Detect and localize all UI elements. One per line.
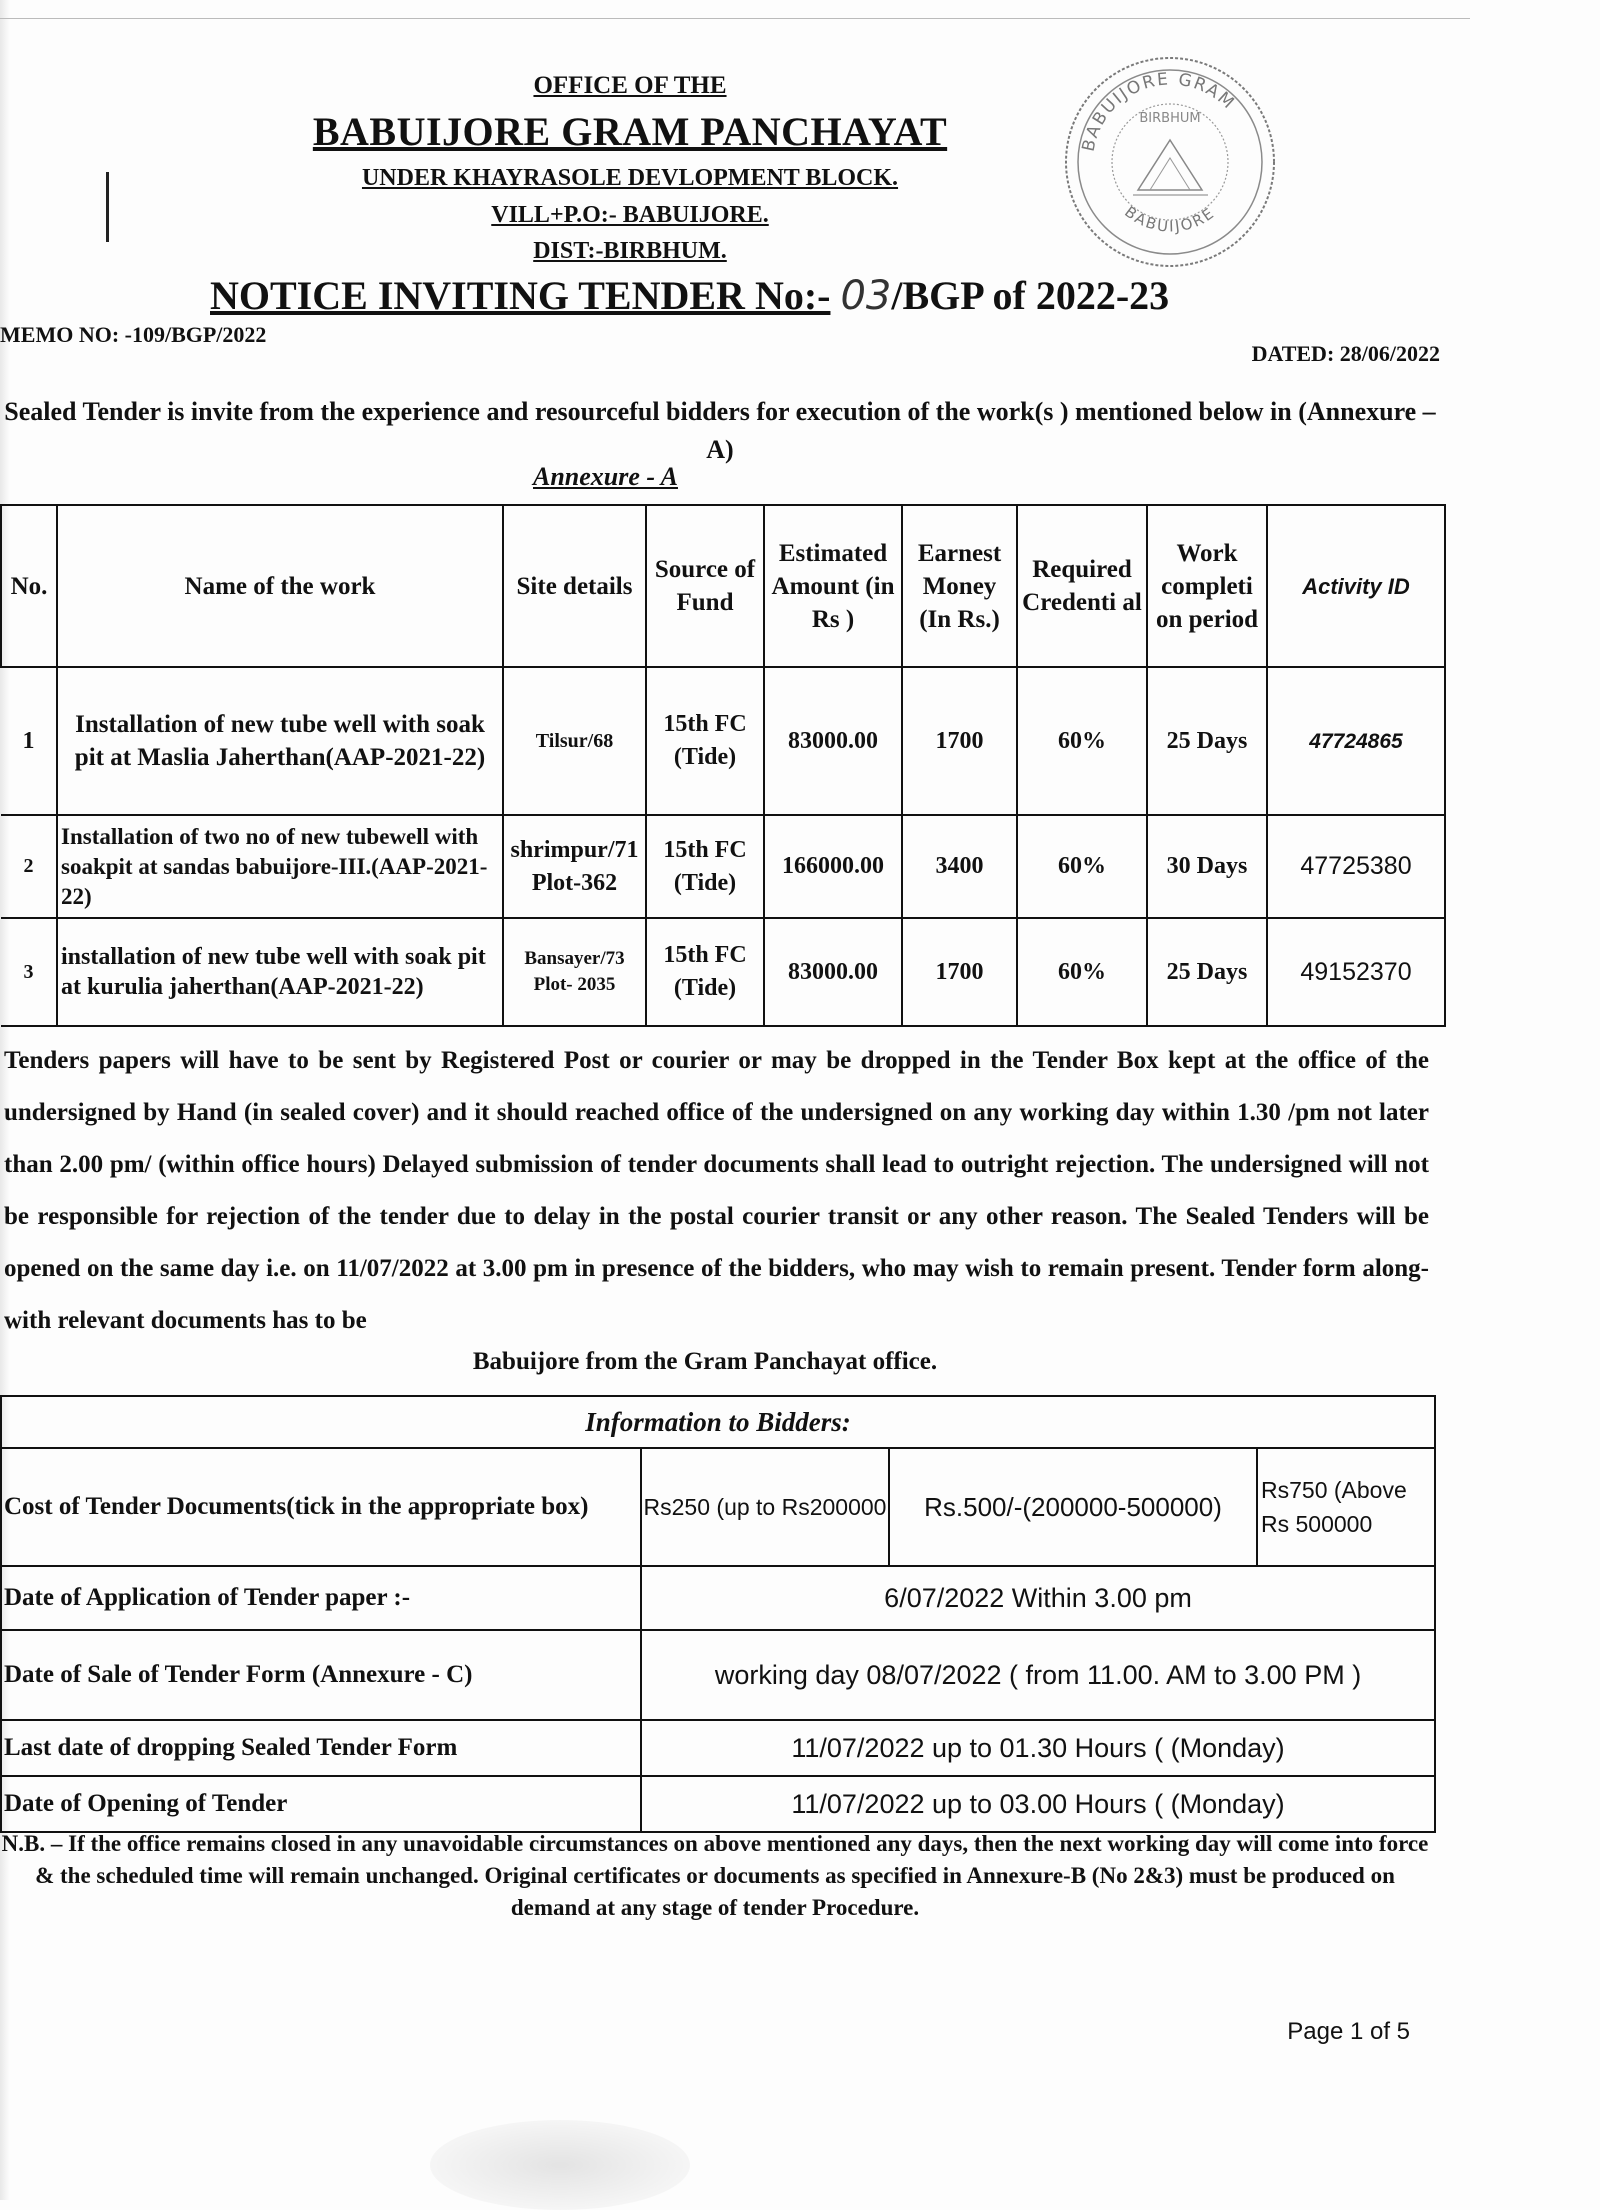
- row-period: 30 Days: [1147, 815, 1267, 918]
- col-period: Work completi on period: [1147, 505, 1267, 667]
- col-activity: Activity ID: [1267, 505, 1445, 667]
- row-earnest: 3400: [902, 815, 1017, 918]
- nit-title: [210, 272, 1310, 319]
- row-amount: 166000.00: [764, 815, 902, 918]
- info-title-row: [1, 1396, 1435, 1448]
- cost-option-3[interactable]: Rs750 (Above Rs 500000: [1257, 1448, 1435, 1566]
- col-no: No.: [1, 505, 57, 667]
- seal-text-bottom: BABUIJORE: [1121, 202, 1219, 236]
- instructions-text: Tenders papers will have to be sent by Registered Post or courier or may be dropped in the Tender Box kept at the office of the undersigned by Hand (in sealed cover) and it should reached office of the undersigned on any working day within 1.30 /pm not later than 2.00 pm/ (within office hours) Delayed submission of tender documents shall lead to outright rejection. The undersigned will not be responsible for rejection of the tender due to delay in the postal courier transit or any other reason. The Sealed Tenders will be opened on the same day i.e. on 11/07/2022 at 3.00 pm in presence of the bidders, who may wish to remain present. Tender form along-with relevant documents has to be: [4, 1047, 1429, 1334]
- table-row: [1, 815, 1445, 918]
- scan-top-edge: [0, 18, 1470, 19]
- scan-smudge: [430, 2120, 690, 2210]
- row-amount: 83000.00: [764, 667, 902, 815]
- col-fund: Source of Fund: [646, 505, 764, 667]
- works-header-row: [1, 505, 1445, 667]
- row-period: 25 Days: [1147, 918, 1267, 1026]
- row-activity: 47725380: [1267, 815, 1445, 918]
- nb-note: N.B. – If the office remains closed in any unavoidable circumstances on above mentioned any days, then the next working day will come into force & the scheduled time will remain unchanged. Original certificates or documents as specified in Annexure-B (No 2&3) must be produced on demand at any stage of tender Procedure.: [1, 1831, 1429, 1920]
- info-label: Date of Application of Tender paper :-: [1, 1566, 641, 1630]
- row-fund: 15th FC (Tide): [646, 667, 764, 815]
- cost-option-2[interactable]: Rs.500/-(200000-500000): [889, 1448, 1257, 1566]
- col-earnest: Earnest Money (In Rs.): [902, 505, 1017, 667]
- block-line: UNDER KHAYRASOLE DEVLOPMENT BLOCK.: [361, 165, 899, 191]
- table-row: [1, 918, 1445, 1026]
- row-fund: 15th FC (Tide): [646, 815, 764, 918]
- info-row: [1, 1720, 1435, 1776]
- row-name: installation of new tube well with soak pit at kurulia jaherthan(AAP-2021-22): [57, 918, 503, 1026]
- instructions-last-line: Babuijore from the Gram Panchayat office.: [472, 1348, 938, 1375]
- info-value: 11/07/2022 up to 01.30 Hours ( (Monday): [641, 1720, 1435, 1776]
- memo-number: MEMO NO: -109/BGP/2022: [0, 322, 267, 347]
- page-number: Page 1 of 5: [1287, 2018, 1410, 2045]
- row-credential: 60%: [1017, 667, 1147, 815]
- row-period: 25 Days: [1147, 667, 1267, 815]
- seal-text-top: BABUIJORE GRAM: [1078, 69, 1240, 154]
- info-row: [1, 1566, 1435, 1630]
- col-site: Site details: [503, 505, 646, 667]
- works-table: [0, 504, 1446, 1027]
- col-amount: Estimated Amount (in Rs ): [764, 505, 902, 667]
- row-name: Installation of new tube well with soak pit at Maslia Jaherthan(AAP-2021-22): [57, 667, 503, 815]
- row-site: Tilsur/68: [503, 667, 646, 815]
- cost-option-1[interactable]: Rs250 (up to Rs200000: [641, 1448, 889, 1566]
- row-credential: 60%: [1017, 815, 1147, 918]
- row-fund: 15th FC (Tide): [646, 918, 764, 1026]
- info-row: [1, 1776, 1435, 1832]
- seal-text-mid: BIRBHUM: [1139, 111, 1201, 126]
- row-name: Installation of two no of new tubewell with soakpit at sandas babuijore-III.(AAP-2021-22): [57, 815, 503, 918]
- col-credential: Required Credenti al: [1017, 505, 1147, 667]
- cost-label: Cost of Tender Documents(tick in the appropriate box): [1, 1448, 641, 1566]
- info-row: [1, 1630, 1435, 1720]
- info-value: working day 08/07/2022 ( from 11.00. AM to 3.00 PM ): [641, 1630, 1435, 1720]
- nit-number: 03: [840, 273, 892, 319]
- cost-row: [1, 1448, 1435, 1566]
- annexure-title: Annexure - A: [533, 462, 678, 491]
- col-name: Name of the work: [57, 505, 503, 667]
- info-value: 6/07/2022 Within 3.00 pm: [641, 1566, 1435, 1630]
- row-no: 2: [1, 815, 57, 918]
- info-to-bidders-table: [0, 1395, 1436, 1833]
- row-earnest: 1700: [902, 918, 1017, 1026]
- row-no: 3: [1, 918, 57, 1026]
- info-value: 11/07/2022 up to 03.00 Hours ( (Monday): [641, 1776, 1435, 1832]
- info-label: Date of Sale of Tender Form (Annexure - C): [1, 1630, 641, 1720]
- info-label: Date of Opening of Tender: [1, 1776, 641, 1832]
- row-activity: 49152370: [1267, 918, 1445, 1026]
- table-row: [1, 667, 1445, 815]
- village-line: VILL+P.O:- BABUIJORE.: [491, 202, 769, 228]
- info-title: Information to Bidders:: [1, 1396, 1435, 1448]
- nit-prefix: NOTICE INVITING TENDER No:-: [210, 273, 831, 318]
- nit-suffix: /BGP of 2022-23: [891, 273, 1170, 318]
- office-of-label: OFFICE OF THE: [533, 72, 727, 99]
- row-site: shrimpur/71 Plot-362: [503, 815, 646, 918]
- row-credential: 60%: [1017, 918, 1147, 1026]
- intro-text: Sealed Tender is invite from the experience and resourceful bidders for execution of the work(s ) mentioned below in (Annexure – A): [4, 397, 1436, 464]
- dated: DATED: 28/06/2022: [1251, 341, 1440, 366]
- row-amount: 83000.00: [764, 918, 902, 1026]
- row-earnest: 1700: [902, 667, 1017, 815]
- row-activity: 47724865: [1267, 667, 1445, 815]
- district-line: DIST:-BIRBHUM.: [533, 238, 727, 264]
- panchayat-name: BABUIJORE GRAM PANCHAYAT: [312, 109, 948, 154]
- row-site: Bansayer/73 Plot- 2035: [503, 918, 646, 1026]
- row-no: 1: [1, 667, 57, 815]
- info-label: Last date of dropping Sealed Tender Form: [1, 1720, 641, 1776]
